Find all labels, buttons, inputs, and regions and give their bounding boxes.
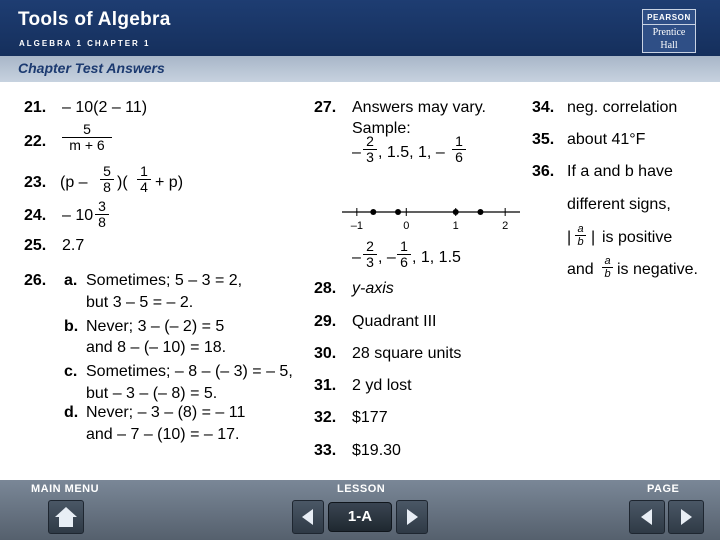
number-line-point bbox=[370, 209, 376, 215]
answer-number: 27. bbox=[314, 99, 337, 116]
lesson-next-button[interactable] bbox=[396, 500, 428, 534]
page-next-button[interactable] bbox=[668, 500, 704, 534]
answer-text: Answers may vary. bbox=[352, 99, 486, 116]
number-line-point bbox=[477, 209, 483, 215]
answer-text: about 41°F bbox=[567, 131, 646, 148]
next-arrow-icon bbox=[397, 501, 427, 533]
main-menu-label: MAIN MENU bbox=[31, 483, 100, 495]
answer-text: + p) bbox=[155, 174, 184, 191]
item-label: a. bbox=[64, 272, 78, 289]
abs-bar: | bbox=[591, 229, 596, 246]
answer-text: $19.30 bbox=[352, 442, 401, 459]
fraction: 1 4 bbox=[137, 164, 151, 195]
answer-text: – bbox=[352, 249, 361, 266]
answer-text: , 1.5, 1, – bbox=[378, 144, 445, 161]
answer-number: 32. bbox=[314, 409, 337, 426]
answer-text: $177 bbox=[352, 409, 388, 426]
answer-number: 22. bbox=[24, 133, 47, 150]
fraction: 5 8 bbox=[100, 164, 114, 195]
answer-number: 23. bbox=[24, 174, 47, 191]
answer-text: y-axis bbox=[352, 280, 394, 297]
answer-text: but 3 – 5 = – 2. bbox=[86, 294, 194, 311]
home-icon bbox=[49, 501, 83, 533]
answer-text: 28 square units bbox=[352, 345, 462, 362]
answer-number: 24. bbox=[24, 207, 47, 224]
answer-text: and bbox=[567, 261, 594, 278]
answer-text: – 10(2 – 11) bbox=[62, 99, 148, 116]
answer-number: 36. bbox=[532, 163, 555, 180]
answer-number: 31. bbox=[314, 377, 337, 394]
lesson-label: LESSON bbox=[337, 483, 386, 495]
answer-number: 33. bbox=[314, 442, 337, 459]
answer-text: , – bbox=[378, 249, 396, 266]
next-arrow-icon bbox=[669, 501, 703, 533]
answer-text: is positive bbox=[602, 229, 673, 246]
section-title: Chapter Test Answers bbox=[18, 60, 165, 76]
page-subtitle: ALGEBRA 1 CHAPTER 1 bbox=[19, 39, 151, 48]
page-prev-button[interactable] bbox=[629, 500, 665, 534]
answer-text: Never; 3 – (– 2) = 5 bbox=[86, 318, 225, 335]
logo-text-prentice: Prentice bbox=[652, 27, 686, 38]
answer-text: different signs, bbox=[567, 196, 671, 213]
fraction: 1 6 bbox=[397, 239, 411, 270]
page-title: Tools of Algebra bbox=[18, 9, 171, 30]
number-line-point bbox=[453, 209, 459, 215]
number-line-tick-label: 1 bbox=[452, 220, 459, 232]
fraction: a b bbox=[602, 255, 613, 280]
header-bar bbox=[0, 0, 720, 56]
item-label: d. bbox=[64, 404, 79, 421]
number-line-tick-label: 2 bbox=[502, 220, 509, 232]
answer-text: )( bbox=[117, 174, 128, 191]
number-line-point bbox=[395, 209, 401, 215]
fraction: a b bbox=[575, 223, 586, 248]
answer-text: neg. correlation bbox=[567, 99, 678, 116]
answer-number: 28. bbox=[314, 280, 337, 297]
answer-number: 30. bbox=[314, 345, 337, 362]
answers-content bbox=[0, 82, 720, 480]
fraction: 2 3 bbox=[363, 239, 377, 270]
answer-number: 34. bbox=[532, 99, 555, 116]
answer-text: Sample: bbox=[352, 120, 411, 137]
fraction: 1 6 bbox=[452, 134, 466, 165]
pearson-logo bbox=[642, 9, 696, 53]
answer-text: Sometimes; – 8 – (– 3) = – 5, bbox=[86, 363, 293, 380]
answer-text: Quadrant III bbox=[352, 313, 437, 330]
answer-text: and 8 – (– 10) = 18. bbox=[86, 339, 227, 356]
answer-text: If a and b have bbox=[567, 163, 673, 180]
answer-text: (p – bbox=[60, 174, 88, 191]
item-label: b. bbox=[64, 318, 79, 335]
answer-number: 29. bbox=[314, 313, 337, 330]
answer-text: but – 3 – (– 8) = 5. bbox=[86, 385, 218, 402]
number-line bbox=[336, 172, 526, 232]
number-line-tick-label: 0 bbox=[403, 220, 410, 232]
answer-number: 26. bbox=[24, 272, 47, 289]
page-label: PAGE bbox=[647, 483, 680, 495]
answer-text: – bbox=[352, 144, 361, 161]
answer-text: is negative. bbox=[617, 261, 698, 278]
main-menu-button[interactable] bbox=[48, 500, 84, 534]
previous-arrow-icon bbox=[293, 501, 323, 533]
logo-text-hall: Hall bbox=[660, 40, 678, 51]
abs-bar: | bbox=[567, 229, 572, 246]
answer-text: , 1, 1.5 bbox=[412, 249, 461, 266]
answer-text: Never; – 3 – (8) = – 11 bbox=[86, 404, 246, 421]
answer-number: 35. bbox=[532, 131, 555, 148]
answer-text: Sometimes; 5 – 3 = 2, bbox=[86, 272, 243, 289]
fraction: 3 8 bbox=[95, 199, 109, 230]
answer-text: 2.7 bbox=[62, 237, 85, 254]
answer-text: – 10 bbox=[62, 207, 94, 224]
item-label: c. bbox=[64, 363, 78, 380]
answer-number: 21. bbox=[24, 99, 47, 116]
previous-arrow-icon bbox=[630, 501, 664, 533]
answer-text: and – 7 – (10) = – 17. bbox=[86, 426, 240, 443]
logo-text-pearson: PEARSON bbox=[643, 13, 695, 25]
answer-number: 25. bbox=[24, 237, 47, 254]
number-line-tick-label: –1 bbox=[350, 220, 363, 232]
fraction: 2 3 bbox=[363, 134, 377, 165]
fraction: 5 m + 6 bbox=[62, 122, 112, 153]
footer-bar bbox=[0, 480, 720, 540]
lesson-prev-button[interactable] bbox=[292, 500, 324, 534]
answer-text: 2 yd lost bbox=[352, 377, 412, 394]
lesson-button[interactable]: 1-A bbox=[328, 502, 392, 532]
